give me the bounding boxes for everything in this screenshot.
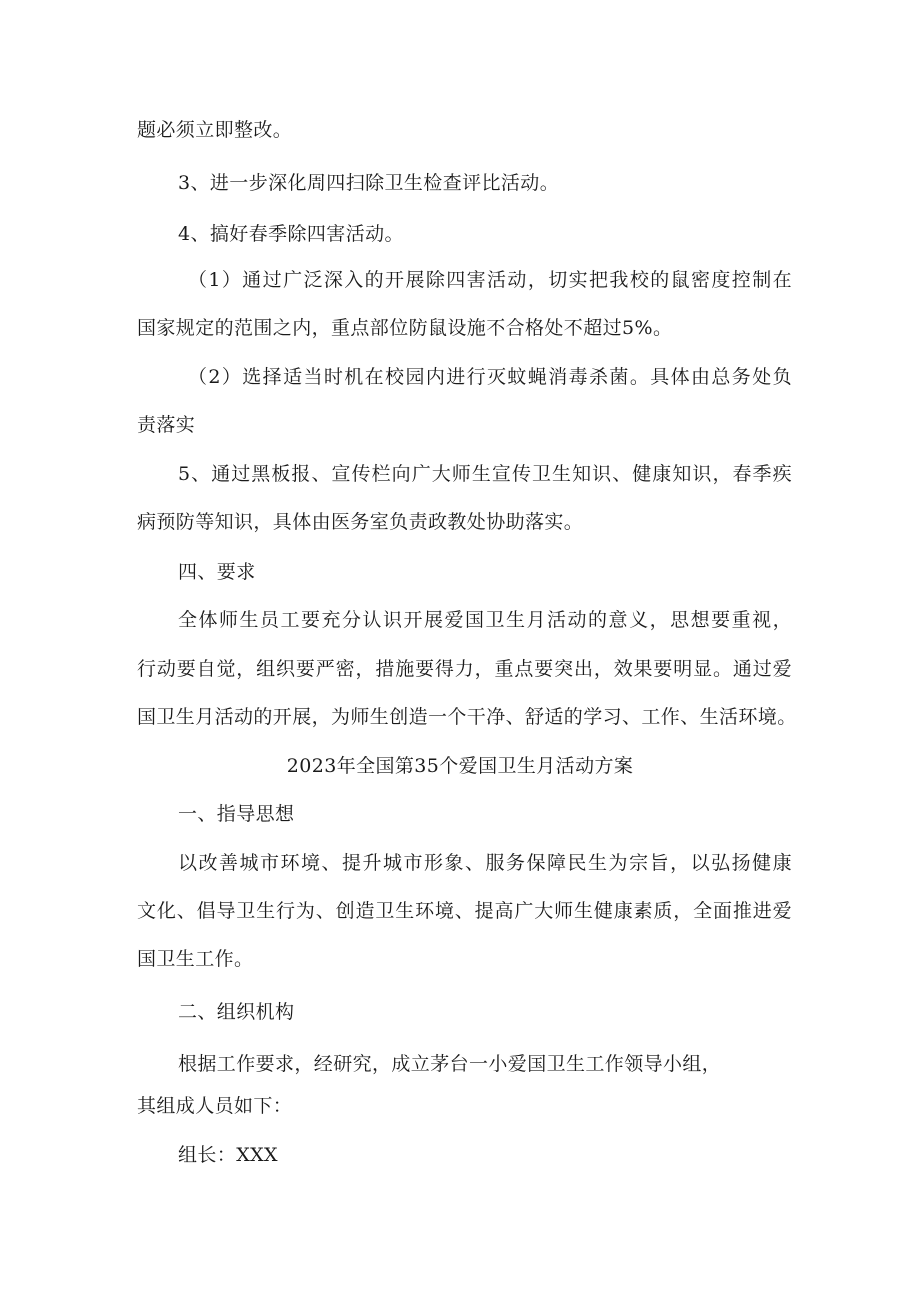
sub-item-2-line-1: （2）选择适当时机在校园内进行灭蚊蝇消毒杀菌。具体由总务处负 (188, 366, 792, 388)
list-item-3: 3、进一步深化周四扫除卫生检查评比活动。 (178, 172, 560, 194)
paragraph-line: 以改善城市环境、提升城市形象、服务保障民生为宗旨，以弘扬健康 (178, 852, 792, 874)
paragraph-line: 文化、倡导卫生行为、创造卫生环境、提高广大师生健康素质，全面推进爱 (137, 900, 792, 922)
list-item-4: 4、搞好春季除四害活动。 (178, 223, 404, 245)
document-title: 2023年全国第35个爱国卫生月活动方案 (286, 755, 634, 777)
paragraph-line: 全体师生员工要充分认识开展爱国卫生月活动的意义，思想要重视， (178, 609, 792, 631)
paragraph-line: 国卫生工作。 (137, 948, 254, 970)
paragraph-line: 国卫生月活动的开展，为师生创造一个干净、舒适的学习、工作、生活环境。 (137, 706, 797, 728)
paragraph-line: 行动要自觉，组织要严密，措施要得力，重点要突出，效果要明显。通过爱 (137, 658, 792, 680)
sub-item-2-line-2: 责落实 (137, 414, 196, 436)
sub-item-1-line-1: （1）通过广泛深入的开展除四害活动，切实把我校的鼠密度控制在 (188, 269, 792, 291)
section-heading-requirements: 四、要求 (178, 561, 256, 583)
sub-item-1-line-2: 国家规定的范围之内，重点部位防鼠设施不合格处不超过5%。 (137, 317, 673, 339)
paragraph-line: 根据工作要求，经研究，成立茅台一小爱国卫生工作领导小组， (178, 1053, 722, 1075)
text-line: 题必须立即整改。 (137, 119, 293, 141)
team-leader-line: 组长：XXX (178, 1144, 278, 1166)
paragraph-line: 其组成人员如下： (137, 1095, 293, 1117)
list-item-5-line-2: 病预防等知识，具体由医务室负责政教处协助落实。 (137, 511, 584, 533)
list-item-5-line-1: 5、通过黑板报、宣传栏向广大师生宣传卫生知识、健康知识，春季疾 (178, 463, 792, 485)
section-heading-guiding-thought: 一、指导思想 (178, 803, 295, 825)
section-heading-organization: 二、组织机构 (178, 1001, 295, 1023)
